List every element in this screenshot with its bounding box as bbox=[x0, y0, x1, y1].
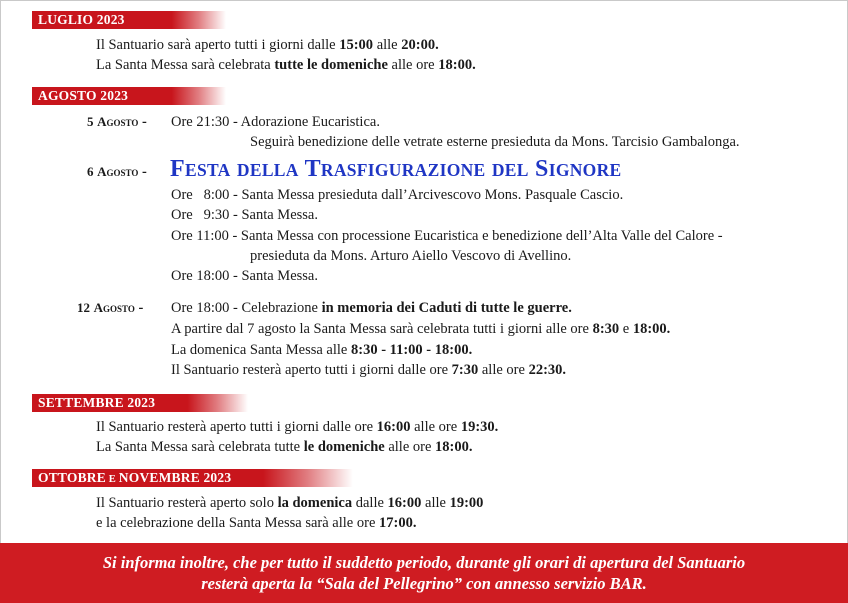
agosto-6-line-1: Ore 8:00 - Santa Messa presieduta dall’Arcivescovo Mons. Pasquale Cascio. bbox=[171, 187, 624, 203]
agosto-6-line-2: Ore 9:30 - Santa Messa. bbox=[171, 207, 318, 223]
agosto-12-line-2: A partire dal 7 agosto la Santa Messa sarà celebrata tutti i giorni alle ore 8:30 e 18:00. bbox=[171, 321, 671, 337]
agosto-12-line-3: La domenica Santa Messa alle 8:30 - 11:00 - 18:00. bbox=[171, 342, 473, 358]
section-header-agosto: AGOSTO 2023 bbox=[32, 87, 226, 105]
agosto-5-label: 5 Agosto - bbox=[87, 114, 147, 130]
footer-line-2: resterà aperta la “Sala del Pellegrino” con annesso servizio BAR. bbox=[201, 574, 647, 593]
agosto-12-label: 12 Agosto - bbox=[77, 300, 144, 316]
settembre-line-2: La Santa Messa sarà celebrata tutte le domeniche alle ore 18:00. bbox=[96, 439, 473, 455]
agosto-6-line-5: Ore 18:00 - Santa Messa. bbox=[171, 268, 318, 284]
footer-banner bbox=[0, 543, 848, 603]
agosto-5-line-2: Seguirà benedizione delle vetrate esterne presieduta da Mons. Tarcisio Gambalonga. bbox=[250, 134, 740, 150]
luglio-line-2: La Santa Messa sarà celebrata tutte le domeniche alle ore 18:00. bbox=[96, 57, 476, 73]
section-header-ottobre-novembre: OTTOBRE E NOVEMBRE 2023 bbox=[32, 469, 353, 487]
agosto-6-label: 6 Agosto - bbox=[87, 164, 147, 180]
agosto-5-line-1: Ore 21:30 - Adorazione Eucaristica. bbox=[171, 114, 380, 130]
luglio-line-1: Il Santuario sarà aperto tutti i giorni dalle 15:00 alle 20:00. bbox=[96, 37, 439, 53]
section-header-luglio: LUGLIO 2023 bbox=[32, 11, 226, 29]
agosto-6-line-3: Ore 11:00 - Santa Messa con processione Eucaristica e benedizione dell’Alta Valle del Calore - bbox=[171, 228, 723, 244]
settembre-line-1: Il Santuario resterà aperto tutti i giorni dalle ore 16:00 alle ore 19:30. bbox=[96, 419, 499, 435]
section-header-settembre: SETTEMBRE 2023 bbox=[32, 394, 248, 412]
footer-line-1: Si informa inoltre, che per tutto il suddetto periodo, durante gli orari di apertura del Santuario bbox=[102, 553, 746, 572]
ottobre-line-2: e la celebrazione della Santa Messa sarà alle ore 17:00. bbox=[96, 515, 417, 531]
agosto-12-line-1: Ore 18:00 - Celebrazione in memoria dei Caduti di tutte le guerre. bbox=[171, 300, 572, 316]
agosto-6-line-4: presieduta da Mons. Arturo Aiello Vescovo di Avellino. bbox=[250, 248, 572, 264]
ottobre-line-1: Il Santuario resterà aperto solo la domenica dalle 16:00 alle 19:00 bbox=[96, 495, 484, 511]
agosto-12-line-4: Il Santuario resterà aperto tutti i giorni dalle ore 7:30 alle ore 22:30. bbox=[171, 362, 567, 378]
festa-title: FESTA DELLA TRASFIGURAZIONE DEL SIGNORE bbox=[170, 156, 622, 182]
